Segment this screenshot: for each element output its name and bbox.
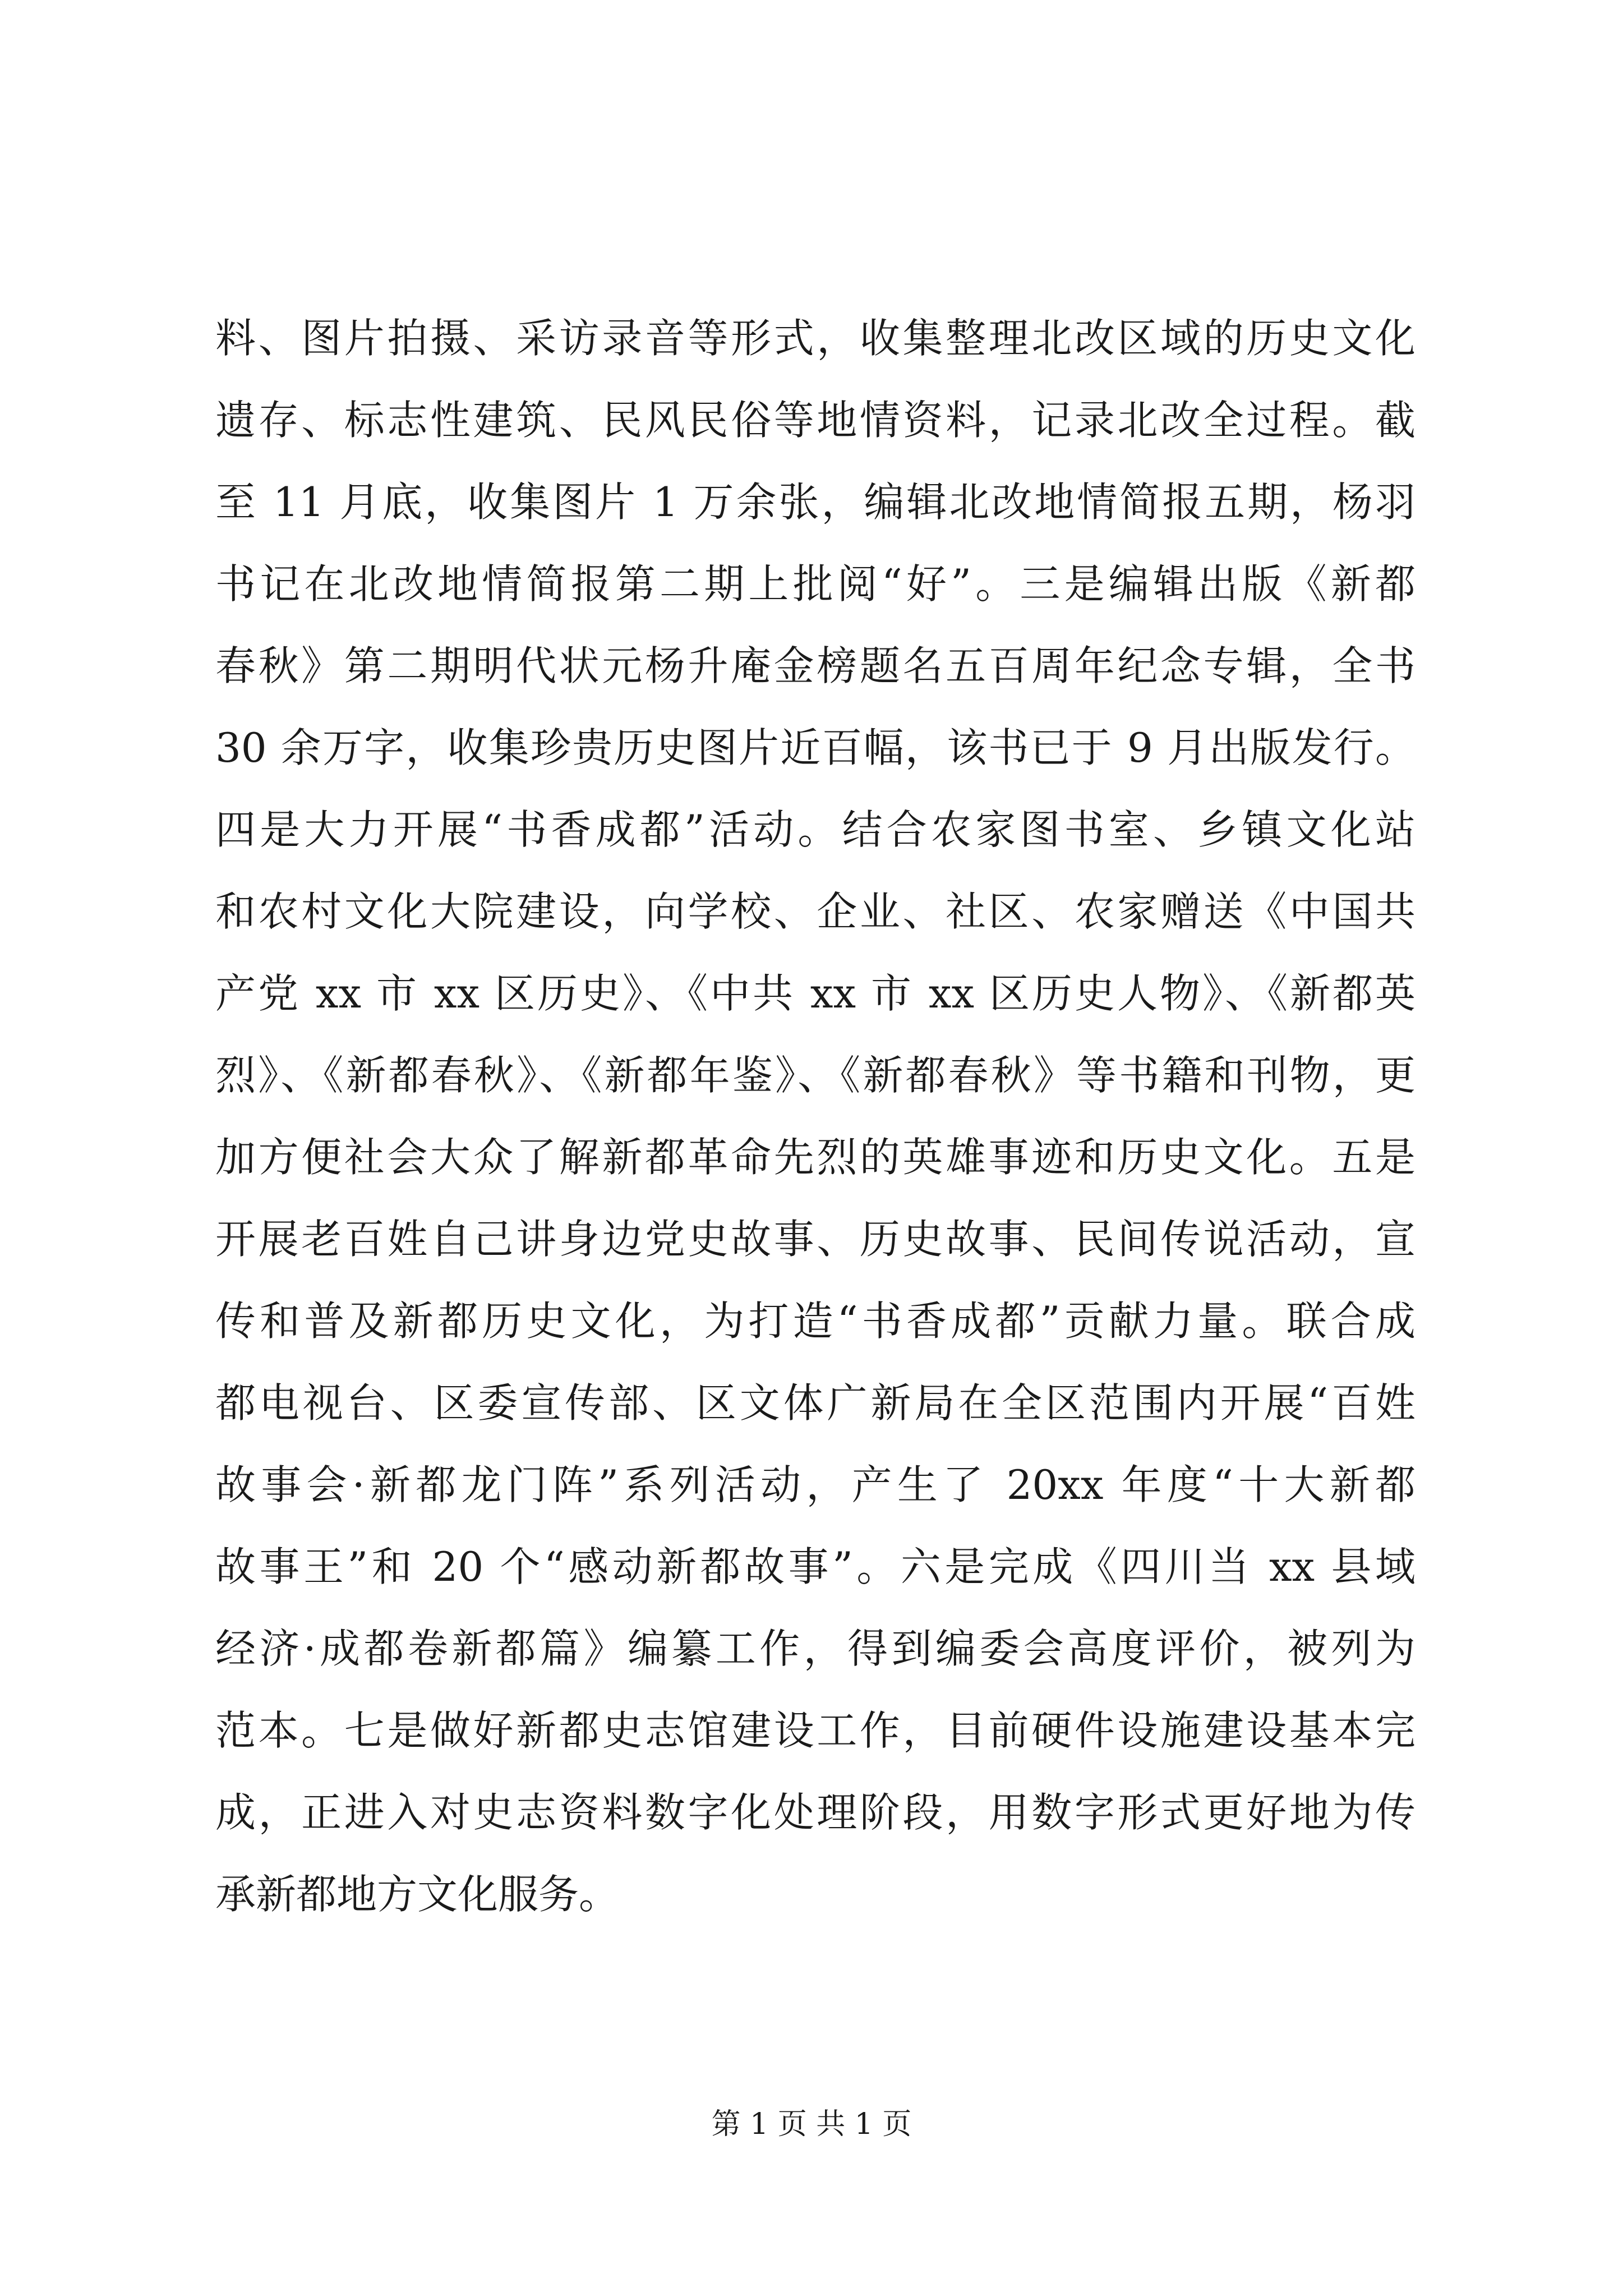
text-line: 料、图片拍摄、采访录音等形式，收集整理北改区域的历史文化 xyxy=(215,315,1415,362)
text-line: 四是大力开展“书香成都”活动。结合农家图书室、乡镇文化站 xyxy=(215,806,1415,853)
text-line: 烈》、《新都春秋》、《新都年鉴》、《新都春秋》等书籍和刊物，更 xyxy=(215,1052,1415,1099)
text-line: 都电视台、区委宣传部、区文体广新局在全区范围内开展“百姓 xyxy=(215,1379,1415,1427)
text-line: 至 11 月底，收集图片 1 万余张，编辑北改地情简报五期，杨羽 xyxy=(215,478,1415,526)
page-number-label: 第 1 页 共 1 页 xyxy=(711,2108,912,2141)
text-line: 和农村文化大院建设，向学校、企业、社区、农家赠送《中国共 xyxy=(215,888,1415,935)
text-line: 传和普及新都历史文化，为打造“书香成都”贡献力量。联合成 xyxy=(215,1297,1415,1345)
text-line: 范本。七是做好新都史志馆建设工作，目前硬件设施建设基本完 xyxy=(215,1707,1415,1754)
text-line: 故事会·新都龙门阵”系列活动，产生了 20xx 年度“十大新都 xyxy=(215,1461,1415,1508)
text-line: 产党 xx 市 xx 区历史》、《中共 xx 市 xx 区历史人物》、《新都英 xyxy=(215,970,1415,1017)
text-line: 遗存、标志性建筑、民风民俗等地情资料，记录北改全过程。截 xyxy=(215,397,1415,444)
text-line: 开展老百姓自己讲身边党史故事、历史故事、民间传说活动，宣 xyxy=(215,1216,1415,1263)
text-line: 30 余万字，收集珍贵历史图片近百幅，该书已于 9 月出版发行。 xyxy=(215,724,1415,771)
text-line: 经济·成都卷新都篇》编纂工作，得到编委会高度评价，被列为 xyxy=(215,1625,1415,1672)
page-footer xyxy=(0,2105,1623,2144)
text-line: 成，正进入对史志资料数字化处理阶段，用数字形式更好地为传 xyxy=(215,1789,1415,1836)
text-line: 春秋》第二期明代状元杨升庵金榜题名五百周年纪念专辑，全书 xyxy=(215,642,1415,689)
text-line: 书记在北改地情简报第二期上批阅“好”。三是编辑出版《新都 xyxy=(215,560,1415,608)
text-line: 加方便社会大众了解新都革命先烈的英雄事迹和历史文化。五是 xyxy=(215,1134,1415,1181)
body-paragraph xyxy=(215,297,1415,1935)
text-line: 承新都地方文化服务。 xyxy=(215,1871,620,1918)
text-line: 故事王”和 20 个“感动新都故事”。六是完成《四川当 xx 县域 xyxy=(215,1543,1415,1590)
